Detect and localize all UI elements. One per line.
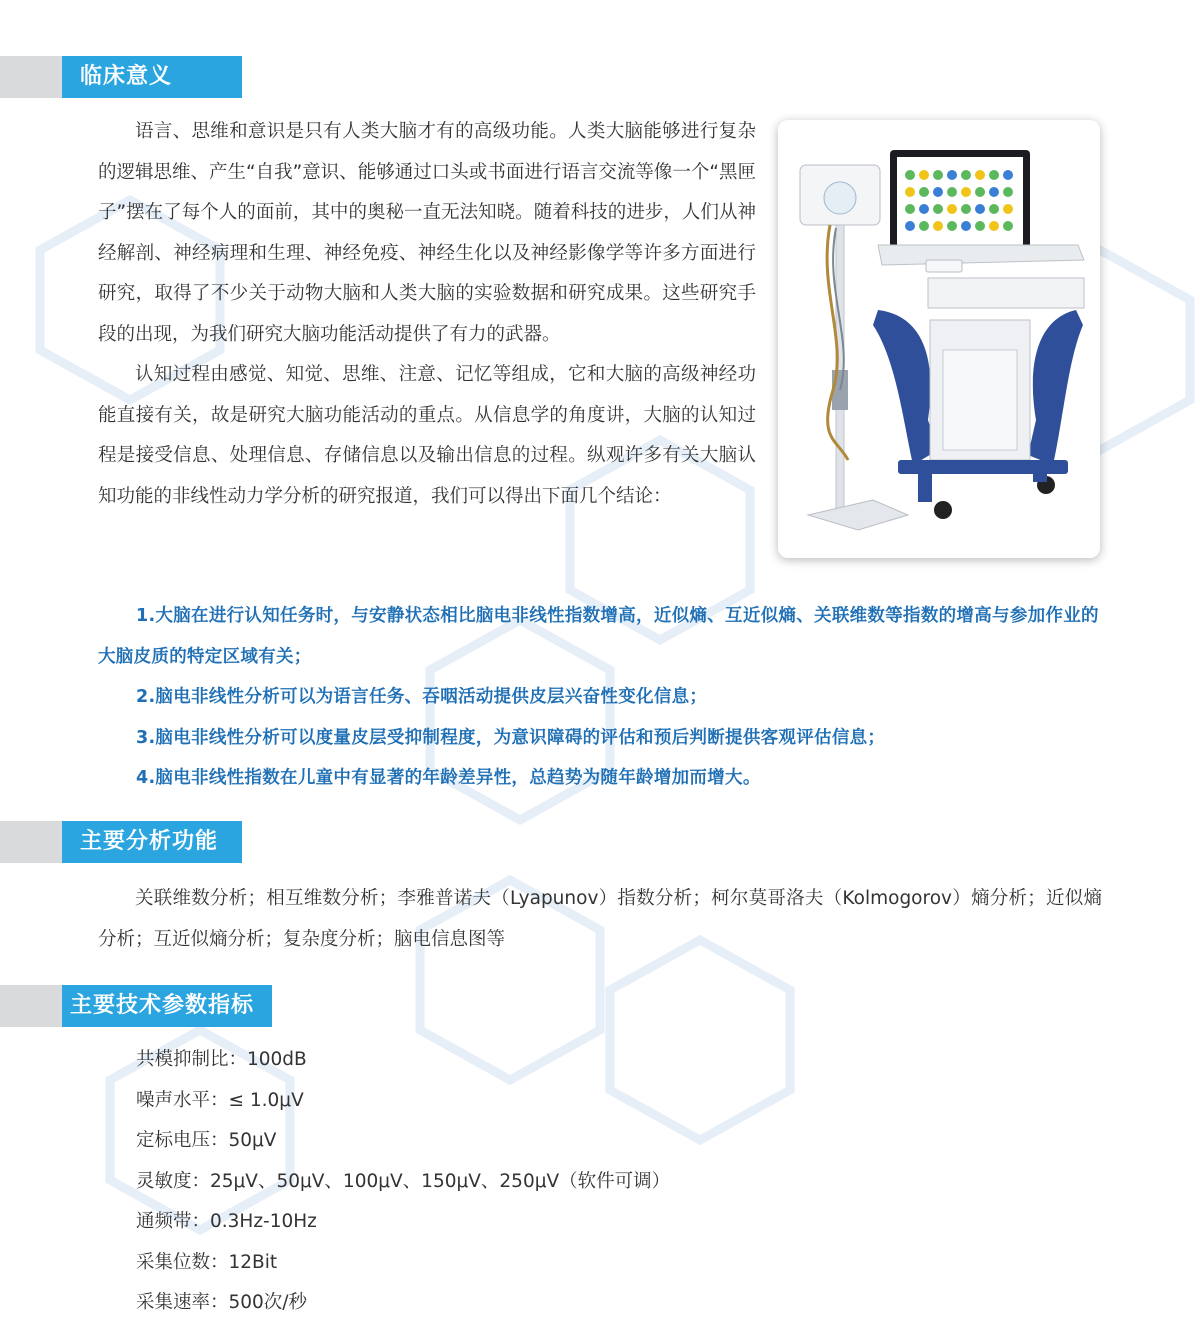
section-title-clinical: 临床意义 bbox=[62, 56, 242, 98]
clinical-paragraph-2: 认知过程由感觉、知觉、思维、注意、记忆等组成，它和大脑的高级神经功能直接有关，故是研究大脑功能活动的重点。从信息学的角度讲，大脑的认知过程是接受信息、处理信息、存储信息以及输出信息的过程。纵观许多有关大脑认知功能的非线性动力学分析的研究报道，我们可以得出下面几个结论： bbox=[98, 364, 756, 507]
conclusion-item: 4.脑电非线性指数在儿童中有显著的年龄差异性，总趋势为随年龄增加而增大。 bbox=[136, 768, 761, 788]
spec-item: 采集位数：12Bit bbox=[136, 1251, 278, 1273]
product-photo bbox=[778, 120, 1100, 558]
header-gray-bar bbox=[0, 821, 62, 863]
clinical-text bbox=[98, 112, 756, 517]
conclusion-item: 3.脑电非线性分析可以度量皮层受抑制程度，为意识障碍的评估和预后判断提供客观评估信息； bbox=[136, 727, 886, 748]
spec-item: 噪声水平：≤ 1.0μV bbox=[136, 1089, 304, 1111]
conclusion-item: 2.脑电非线性分析可以为语言任务、吞咽活动提供皮层兴奋性变化信息； bbox=[136, 687, 708, 707]
spec-item: 共模抑制比：100dB bbox=[136, 1049, 307, 1070]
spec-item: 定标电压：50μV bbox=[136, 1130, 277, 1151]
spec-item: 采集速率：500次/秒 bbox=[136, 1292, 308, 1313]
eeg-cart-image bbox=[778, 120, 1100, 558]
header-gray-bar bbox=[0, 56, 62, 98]
specs-list bbox=[136, 1040, 1036, 1324]
clinical-paragraph-1: 语言、思维和意识是只有人类大脑才有的高级功能。人类大脑能够进行复杂的逻辑思维、产生“自我”意识、能够通过口头或书面进行语言交流等像一个“黑匣子”摆在了每个人的面前，其中的奥秘一直无法知晓。随着科技的进步，人们从神经解剖、神经病理和生理、神经免疫、神经生化以及神经影像学等许多方面进行研究，取得了不少关于动物大脑和人类大脑的实验数据和研究成果。这些研究手段的出现，为我们研究大脑功能活动提供了有力的武器。 bbox=[98, 121, 756, 345]
header-gray-bar bbox=[0, 985, 62, 1027]
spec-item: 灵敏度：25μV、50μV、100μV、150μV、250μV（软件可调） bbox=[136, 1170, 671, 1192]
section-title-specs: 主要技术参数指标 bbox=[62, 985, 272, 1027]
conclusions-list bbox=[98, 596, 1108, 799]
conclusion-item: 1.大脑在进行认知任务时，与安静状态相比脑电非线性指数增高，近似熵、互近似熵、关联维数等指数的增高与参加作业的大脑皮质的特定区域有关； bbox=[98, 606, 1099, 667]
spec-item: 通频带：0.3Hz-10Hz bbox=[136, 1211, 317, 1232]
functions-paragraph: 关联维数分析；相互维数分析；李雅普诺夫（Lyapunov）指数分析；柯尔莫哥洛夫（Kolmogorov）熵分析；近似熵分析；互近似熵分析；复杂度分析；脑电信息图等 bbox=[98, 888, 1102, 950]
section-title-functions: 主要分析功能 bbox=[62, 821, 242, 863]
functions-text bbox=[98, 879, 1102, 960]
